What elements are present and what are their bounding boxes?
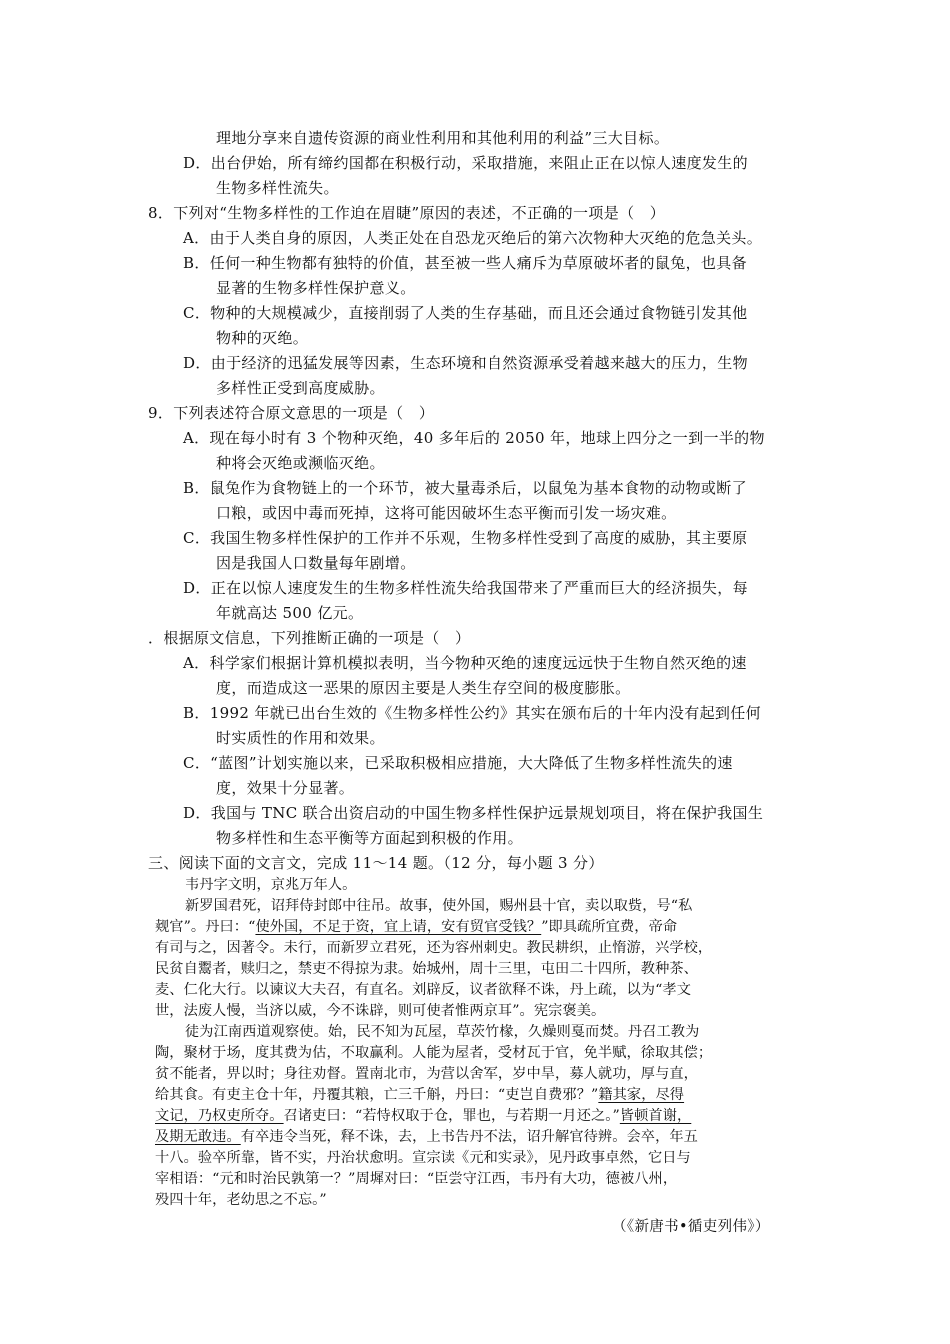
q10-option-d-line1: D．我国与 TNC 联合出资启动的中国生物多样性保护远景规划项目，将在保护我国生 (183, 804, 764, 822)
underlined-sentence: 皆顿首谢， (619, 1108, 692, 1124)
q7-option-d-line2: 生物多样性流失。 (216, 179, 339, 197)
q10-option-a-line2: 度，而造成这一恶果的原因主要是人类生存空间的极度膨胀。 (216, 679, 631, 697)
q10-option-b-line1: B．1992 年就已出台生效的《生物多样性公约》其实在颁布后的十年内没有起到任何 (183, 704, 761, 722)
q8-option-d-line2: 多样性正受到高度威胁。 (216, 379, 385, 397)
q8-option-c-line2: 物种的灭绝。 (216, 329, 309, 347)
passage-line (155, 1128, 698, 1147)
q8-option-b-line2: 显著的生物多样性保护意义。 (216, 279, 416, 297)
passage-text: ”即具疏所宜费，帝命 (541, 919, 678, 935)
passage-line: 殁四十年，老幼思之不忘。” (155, 1192, 327, 1208)
q9-option-b-line2: 口粮，或因中毒而死掉，这将可能因破坏生态平衡而引发一场灾难。 (216, 504, 677, 522)
q9-stem: 9．下列表述符合原文意思的一项是（ ） (148, 404, 435, 422)
passage-line: 民贫自鬻者，赎归之，禁吏不得掠为隶。始城州，周十三里，屯田二十四所，教种茶、 (155, 961, 698, 977)
passage-line: 新罗国君死，诏拜侍封郎中往吊。故事，使外国，赐州县十官，卖以取赀，号“私 (185, 898, 693, 914)
passage-line: 韦丹字文明，京兆万年人。 (185, 877, 357, 893)
q10-option-b-line2: 时实质性的作用和效果。 (216, 729, 385, 747)
underlined-sentence: 籍其家，尽得 (598, 1087, 685, 1103)
q8-option-d-line1: D．由于经济的迅猛发展等因素，生态环境和自然资源承受着越来越大的压力，生物 (183, 354, 748, 372)
passage-line: 贫不能者，畀以时；身往劝督。置南北市，为营以舍军，岁中旱，募人就功，厚与直， (155, 1066, 698, 1082)
q9-option-b-line1: B．鼠兔作为食物链上的一个环节，被大量毒杀后，以鼠兔为基本食物的动物或断了 (183, 479, 747, 497)
passage-line: 十八。验卒所靠，皆不实，丹治状愈明。宣宗读《元和实录》，见丹政事卓然，它日与 (155, 1150, 691, 1166)
q7-option-d-line1: D．出台伊始，所有缔约国都在积极行动，采取措施，来阻止正在以惊人速度发生的 (183, 154, 748, 172)
passage-line: 麦、仁化大行。以谏议大夫召，有直名。刘辟反，议者欲释不诛，丹上疏，以为“孝文 (155, 982, 691, 998)
passage-line: 陶，聚材于场，度其费为估，不取赢利。人能为屋者，受材瓦于官，免半赋，徐取其偿； (155, 1045, 713, 1061)
passage-text: 召诸吏曰：“若恃权取于仓，罪也，与若期一月还之。” (283, 1108, 620, 1124)
passage-text: 觌官”。丹曰：“ (155, 919, 256, 935)
passage-text: 有卒违令当死，释不诛，去，上书告丹不法，诏升解官待辨。会卒，年五 (240, 1129, 698, 1145)
q8-option-c-line1: C．物种的大规模减少，直接削弱了人类的生存基础，而且还会通过食物链引发其他 (183, 304, 748, 322)
q10-option-a-line1: A．科学家们根据计算机模拟表明，当今物种灭绝的速度远远快于生物自然灭绝的速 (183, 654, 747, 672)
passage-line (155, 1107, 691, 1126)
q10-option-c-line1: C．“蓝图”计划实施以来，已采取积极相应措施，大大降低了生物多样性流失的速 (183, 754, 733, 772)
underlined-sentence: 使外国，不足于资，宜上请，安有贸官受钱？ (255, 919, 542, 935)
q8-stem: 8．下列对“生物多样性的工作迫在眉睫”原因的表述，不正确的一项是（ ） (148, 204, 666, 222)
q10-stem: ．根据原文信息，下列推断正确的一项是（ ） (148, 629, 471, 647)
passage-line: 有司与之，因著令。未行，而新罗立君死，还为容州刺史。教民耕织，止惰游，兴学校， (155, 940, 713, 956)
passage-line (155, 1086, 684, 1105)
q10-option-d-line2: 物多样性和生态平衡等方面起到积极的作用。 (216, 829, 524, 847)
q9-option-a-line2: 种将会灭绝或濒临灭绝。 (216, 454, 385, 472)
passage-line: 宰相语：“元和时治民孰第一？”周墀对曰：“臣尝守江西，韦丹有大功，德被八州， (155, 1171, 678, 1187)
passage-line (155, 918, 677, 937)
q7-option-c-line2: 理地分享来自遗传资源的商业性利用和其他利用的利益”三大目标。 (216, 129, 670, 147)
q8-option-b-line1: B．任何一种生物都有独特的价值，甚至被一些人痛斥为草原破坏者的鼠兔，也具备 (183, 254, 747, 272)
q9-option-c-line1: C．我国生物多样性保护的工作并不乐观，生物多样性受到了高度的威胁，其主要原 (183, 529, 748, 547)
passage-line: 世，法废人慢，当济以威，今不诛辟，则可使者惟两京耳”。宪宗褒美。 (155, 1003, 606, 1019)
passage-source: （《新唐书•循吏列伟》） (612, 1219, 770, 1235)
q9-option-c-line2: 因是我国人口数量每年剧增。 (216, 554, 416, 572)
section3-heading: 三、阅读下面的文言文，完成 11～14 题。（12 分，每小题 3 分） (148, 854, 604, 872)
q10-option-c-line2: 度，效果十分显著。 (216, 779, 355, 797)
underlined-sentence: 及期无敢违。 (155, 1129, 241, 1145)
q9-option-d-line2: 年就高达 500 亿元。 (216, 604, 364, 622)
q9-option-a-line1: A．现在每小时有 3 个物种灭绝，40 多年后的 2050 年，地球上四分之一到一半的物 (183, 429, 765, 447)
q9-option-d-line1: D．正在以惊人速度发生的生物多样性流失给我国带来了严重而巨大的经济损失，每 (183, 579, 748, 597)
q8-option-a: A．由于人类自身的原因，人类正处在自恐龙灭绝后的第六次物种大灭绝的危急关头。 (183, 229, 763, 247)
underlined-sentence: 文记，乃权吏所夺。 (155, 1108, 284, 1124)
passage-text: 给其食。有吏主仓十年，丹覆其粮，亡三千斛，丹曰：“吏岂自费邪？” (155, 1087, 599, 1103)
passage-line: 徒为江南西道观察使。始，民不知为瓦屋，草茨竹椽，久燥则戛而焚。丹召工教为 (185, 1024, 700, 1040)
